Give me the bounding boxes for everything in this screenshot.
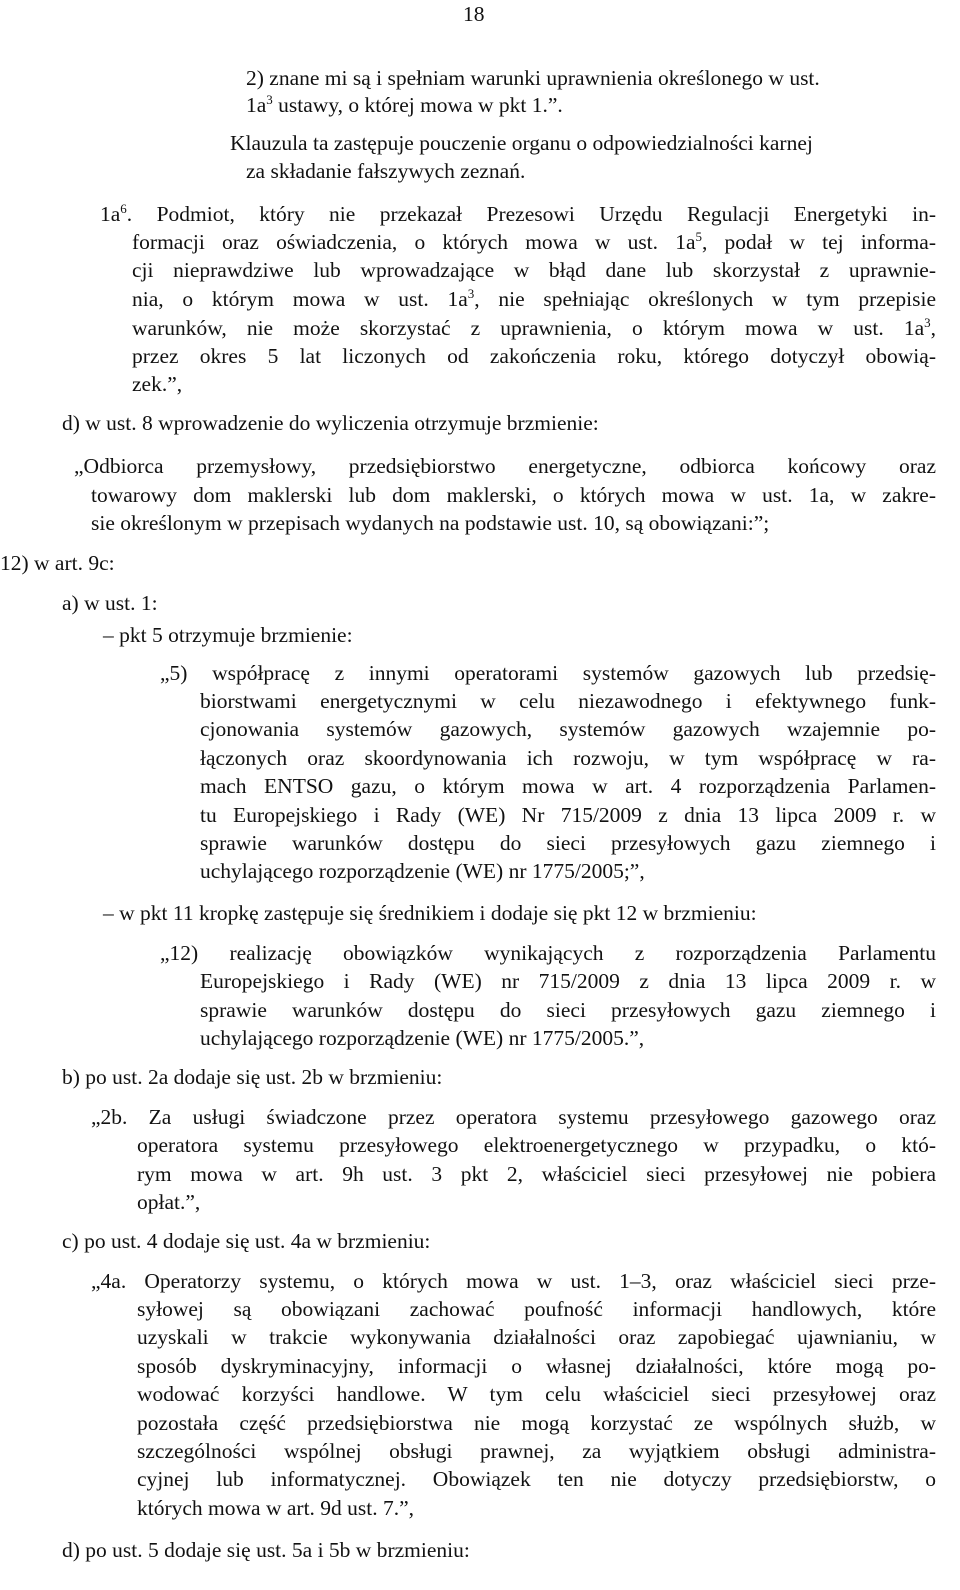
text-line: d) po ust. 5 dodaje się ust. 5a i 5b w brzmieniu: [62,1538,470,1562]
text-line: pozostała część przedsiębiorstwa nie mogą korzystać ze wspólnych służb, w [137,1411,936,1435]
text-line: biorstwami energetycznymi w celu niezawodnego i efektywnego funk- [200,689,936,713]
text-line: formacji oraz oświadczenia, o których mowa w ust. $1a^5$, podał w tej informa- [132,229,936,254]
text-line: cjonowania systemów gazowych, systemów gazowych wzajemnie po- [200,717,936,741]
text-line: łączonych oraz skoordynowania ich rozwoju, w tym współpracę w ra- [200,746,936,770]
text-line: b) po ust. 2a dodaje się ust. 2b w brzmieniu: [62,1065,443,1089]
text-line: $1a^6$. Podmiot, który nie przekazał Prezesowi Urzędu Regulacji Energetyki in- [100,201,936,226]
text-line: towarowy dom maklerski lub dom maklerski, o których mowa w ust. 1a, w zakre- [91,483,936,507]
text-line: tu Europejskiego i Rady (WE) Nr 715/2009 z dnia 13 lipca 2009 r. w [200,803,936,827]
text-line: Klauzula ta zastępuje pouczenie organu o odpowiedzialności karnej [230,131,813,155]
text-line: uchylającego rozporządzenie (WE) nr 1775/2005.”, [200,1026,645,1050]
text-line: rym mowa w art. 9h ust. 3 pkt 2, właściciel sieci przesyłowej nie pobiera [137,1162,936,1186]
text-line: „4a. Operatorzy systemu, o których mowa w ust. 1–3, oraz właściciel sieci prze- [91,1269,936,1293]
text-line: cyjnej lub informatycznej. Obowiązek ten nie dotyczy przedsiębiorstw, o [137,1467,936,1491]
superscript: 3 [924,315,931,330]
text-line: d) w ust. 8 wprowadzenie do wyliczenia otrzymuje brzmienie: [62,411,599,435]
text-line: a) w ust. 1: [62,591,158,615]
text-line: Europejskiego i Rady (WE) nr 715/2009 z dnia 13 lipca 2009 r. w [200,969,936,993]
text-line: 2) znane mi są i spełniam warunki uprawnienia określonego w ust. [246,66,820,90]
text-line: szczególności wspólnej obsługi prawnej, za wyjątkiem obsługi administra- [137,1439,936,1463]
text-line: cji nieprawdziwe lub wprowadzające w błąd dane lub skorzystał z uprawnie- [132,258,936,282]
text-line: „2b. Za usługi świadczone przez operatora systemu przesyłowego gazowego oraz [91,1105,936,1129]
superscript: 6 [120,201,127,216]
text-line: „12) realizację obowiązków wynikających z rozporządzenia Parlamentu [160,941,936,965]
superscript: 3 [266,92,273,107]
text-line: nia, o którym mowa w ust. $1a^3$, nie spełniając określonych w tym przepisie [132,286,936,311]
text-line: sprawie warunków dostępu do sieci przesyłowych gazu ziemnego i [200,831,936,855]
text-line: przez okres 5 lat liczonych od zakończenia roku, którego dotyczył obowią- [132,344,936,368]
superscript: 3 [467,286,475,301]
text-line: sprawie warunków dostępu do sieci przesyłowych gazu ziemnego i [200,998,936,1022]
text-line: których mowa w art. 9d ust. 7.”, [137,1496,415,1520]
text-line: sie określonym w przepisach wydanych na podstawie ust. 10, są obowiązani:”; [91,511,770,535]
page-number: 18 [463,2,485,26]
text-line: $1a^3$ ustawy, o której mowa w pkt 1.”. [246,92,563,117]
text-line: – w pkt 11 kropkę zastępuje się średnikiem i dodaje się pkt 12 w brzmieniu: [103,901,757,925]
text-line: c) po ust. 4 dodaje się ust. 4a w brzmieniu: [62,1229,431,1253]
text-line: opłat.”, [137,1190,201,1214]
text-line: mach ENTSO gazu, o którym mowa w art. 4 rozporządzenia Parlamen- [200,774,936,798]
text-line: operatora systemu przesyłowego elektroenergetycznego w przypadku, o któ- [137,1133,936,1157]
text-line: syłowej są obowiązani zachować poufność informacji handlowych, które [137,1297,936,1321]
text-line: wodować korzyści handlowe. W tym celu właściciel sieci przesyłowej oraz [137,1382,936,1406]
text-line: za składanie fałszywych zeznań. [246,159,526,183]
text-line: – pkt 5 otrzymuje brzmienie: [103,623,353,647]
text-line: 12) w art. 9c: [0,551,115,575]
text-line: uchylającego rozporządzenie (WE) nr 1775/2005;”, [200,859,645,883]
text-line: „5) współpracę z innymi operatorami systemów gazowych lub przedsię- [160,661,936,685]
text-line: warunków, nie może skorzystać z uprawnienia, o którym mowa w ust. $1a^3$, [132,315,936,340]
text-line: „Odbiorca przemysłowy, przedsiębiorstwo energetyczne, odbiorca końcowy oraz [74,454,936,478]
text-line: zek.”, [132,372,183,396]
text-line: sposób dyskryminacyjny, informacji o własnej działalności, które mogą po- [137,1354,936,1378]
text-line: uzyskali w trakcie wykonywania działalności oraz zapobiegać ujawnianiu, w [137,1325,936,1349]
superscript: 5 [695,229,702,244]
